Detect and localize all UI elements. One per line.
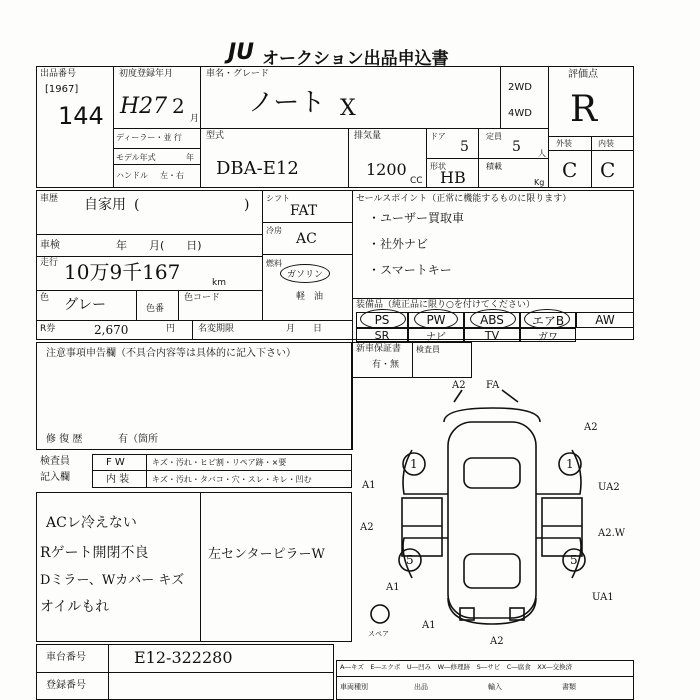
reg-year-value: H27 (120, 94, 168, 119)
grade-ext-value: C (562, 158, 578, 182)
type-value: DBA-E12 (216, 158, 299, 179)
car-front-bumper (444, 408, 540, 422)
capacity-value: 5 (512, 139, 521, 155)
shift-value: FAT (290, 203, 318, 219)
tire-number: 5 (570, 553, 578, 567)
car-right-doors (542, 498, 582, 556)
color-no-label: 色番 (146, 304, 165, 314)
spare-tire (371, 605, 389, 623)
expiry-label: 名変期限 (198, 324, 235, 334)
shaken-fields: 年 月( 日) (116, 239, 202, 252)
chassis-value: E12-322280 (134, 648, 233, 667)
warranty-value: 有・無 (372, 360, 400, 370)
color-value: グレー (64, 297, 106, 313)
lot-number: 144 (58, 102, 104, 130)
mileage-label: 走行 (40, 258, 59, 268)
repair-history-label: 修 復 歴 (46, 434, 83, 445)
diesel-label: 軽 油 (296, 292, 324, 302)
inspect-int-items: キズ・汚れ・タバコ・穴・スレ・キレ・凹む (152, 475, 312, 484)
damage-mark: A1 (422, 620, 436, 631)
inspect-fw-items: キズ・汚れ・ヒビ割・リペア跡・×要 (152, 458, 287, 467)
footer-cell-4: 書類 (562, 683, 576, 691)
color-label: 色 (40, 293, 50, 303)
chassis-label: 車台番号 (46, 652, 86, 663)
tire-number: 1 (410, 457, 418, 471)
person-unit: 人 (538, 149, 546, 158)
damage-mark: A2 (584, 422, 598, 433)
history-value: 自家用 (84, 197, 126, 213)
shift-label: シフト (266, 194, 290, 203)
history-label: 車歴 (40, 194, 59, 204)
load-label: 積載 (486, 162, 502, 171)
drive-2wd: 2WD (508, 82, 532, 93)
note-right: 左センターピラーW (208, 547, 325, 562)
grade-value: X (340, 96, 356, 121)
inspect-inspector: 検査員 (40, 456, 70, 467)
damage-mark: FA (486, 380, 500, 391)
equip-airbag: エアB (520, 312, 576, 328)
warranty-label: 新車保証書 (356, 344, 402, 354)
equip-ps: PS (356, 312, 408, 328)
type-label: 型式 (206, 131, 225, 141)
ac-label: 冷房 (266, 226, 282, 235)
cc-unit: CC (410, 176, 423, 186)
shaken-label: 車検 (40, 240, 60, 251)
equip-abs-circle (470, 309, 516, 329)
ju-logo: JU (228, 40, 255, 65)
damage-code-legend: A―キズ E―エクボ U―凹み W―修理跡 S―サビ C―腐食 XX―交換済 (340, 663, 573, 671)
equip-gawa: ガワ (520, 328, 576, 342)
equipment-title: 装備品（純正品に限り○を付けてください） (356, 300, 535, 310)
shape-value: HB (440, 168, 466, 187)
sales-point-2: ・社外ナビ (368, 237, 429, 251)
note-1: ACレ冷えない (46, 515, 137, 531)
note-2: Rゲート開閉不良 (40, 545, 149, 561)
car-name-value: ノート (248, 88, 326, 118)
lot-small-number: [1967] (45, 84, 79, 95)
recycle-label: R券 (40, 324, 56, 334)
km-unit: km (212, 278, 226, 288)
equip-ps-circle (360, 309, 406, 329)
recycle-value: 2,670 (94, 323, 129, 337)
note-3: Dミラー、Wカバー キズ (40, 573, 185, 588)
car-right-front-fender (536, 450, 581, 494)
equip-sr: SR (356, 328, 408, 342)
handle-options: 左・右 (160, 171, 184, 180)
equip-tv: TV (464, 328, 520, 342)
model-year-unit: 年 (186, 153, 194, 162)
footer-cell-3: 輸入 (488, 683, 502, 691)
sales-point-3: ・スマートキー (368, 263, 452, 277)
damage-mark: A2 (452, 380, 466, 391)
inspect-fw: F W (106, 457, 125, 468)
tire-number: 5 (406, 553, 414, 567)
kg-unit: Kg (534, 178, 545, 187)
reg-month-value: 2 (172, 94, 185, 118)
shape-label: 形状 (430, 162, 446, 171)
note-4: オイルもれ (40, 599, 110, 615)
equip-pw: PW (408, 312, 464, 328)
mileage-value: 10万9千167 (64, 260, 181, 284)
damage-mark: UA2 (598, 482, 620, 493)
form-title: オークション出品申込書 (262, 49, 449, 69)
dealer-label: ディーラー・並 行 (116, 133, 182, 142)
grade-int-label: 内装 (598, 139, 614, 148)
repair-history-value: 有（箇所 (118, 434, 158, 445)
equip-aw: AW (576, 312, 634, 328)
grade-box-title: 評価点 (568, 69, 598, 80)
expiry-fields: 月 日 (286, 324, 323, 334)
damage-mark: A2 (360, 522, 374, 533)
displacement-label: 排気量 (354, 131, 382, 141)
damage-mark: A2 (490, 636, 504, 647)
car-windshield (464, 458, 520, 488)
door-label: ドア (430, 132, 446, 141)
spare-label: スペア (368, 630, 389, 638)
tire-number: 1 (566, 457, 574, 471)
damage-mark: A1 (386, 582, 400, 593)
inspector-label: 検査員 (416, 345, 440, 354)
car-damage-diagram (352, 378, 634, 648)
equip-airbag-circle (524, 309, 570, 329)
color-code-label: 色コード (184, 293, 221, 303)
capacity-label: 定員 (486, 132, 502, 141)
inspect-interior: 内 装 (106, 474, 130, 485)
fuel-value-circled: ガソリン (280, 264, 330, 283)
notice-title: 注意事項申告欄（不具合内容等は具体的に記入下さい） (46, 348, 296, 359)
grade-score: R (570, 89, 598, 130)
footer-cell-1: 車両種別 (340, 683, 368, 691)
grade-ext-label: 外装 (556, 139, 572, 148)
damage-mark: A1 (362, 480, 376, 491)
equip-navi: ナビ (408, 328, 464, 342)
reg-year-label: 初度登録年月 (119, 69, 174, 79)
fuel-label: 燃料 (266, 259, 282, 268)
drive-4wd: 4WD (508, 108, 532, 119)
equip-abs: ABS (464, 312, 520, 328)
equip-pw-circle (414, 309, 458, 329)
ac-value: AC (296, 231, 317, 247)
lot-label: 出品番号 (40, 69, 77, 79)
sales-points-title: セールスポイント（正常に機能するものに限ります） (356, 194, 572, 204)
door-value: 5 (460, 139, 469, 155)
yen-unit: 円 (166, 324, 176, 334)
model-year-label: モデル年式 (116, 153, 156, 162)
damage-mark: A2.W (598, 528, 626, 539)
footer-cell-2: 出品 (414, 683, 428, 691)
history-paren-close: ) (244, 197, 250, 213)
sales-point-1: ・ユーザー買取車 (368, 211, 465, 225)
car-name-label: 車名・グレード (206, 69, 270, 79)
grade-int-value: C (600, 158, 616, 182)
inspect-entry: 記入欄 (40, 472, 70, 483)
car-rear-window (464, 554, 520, 588)
damage-mark: UA1 (592, 592, 614, 603)
handle-label: ハンドル (116, 171, 148, 180)
history-paren-open: ( (134, 197, 140, 213)
month-unit: 月 (190, 114, 200, 124)
registration-label: 登録番号 (46, 680, 86, 691)
car-left-doors (402, 498, 442, 556)
displacement-value: 1200 (366, 160, 407, 179)
